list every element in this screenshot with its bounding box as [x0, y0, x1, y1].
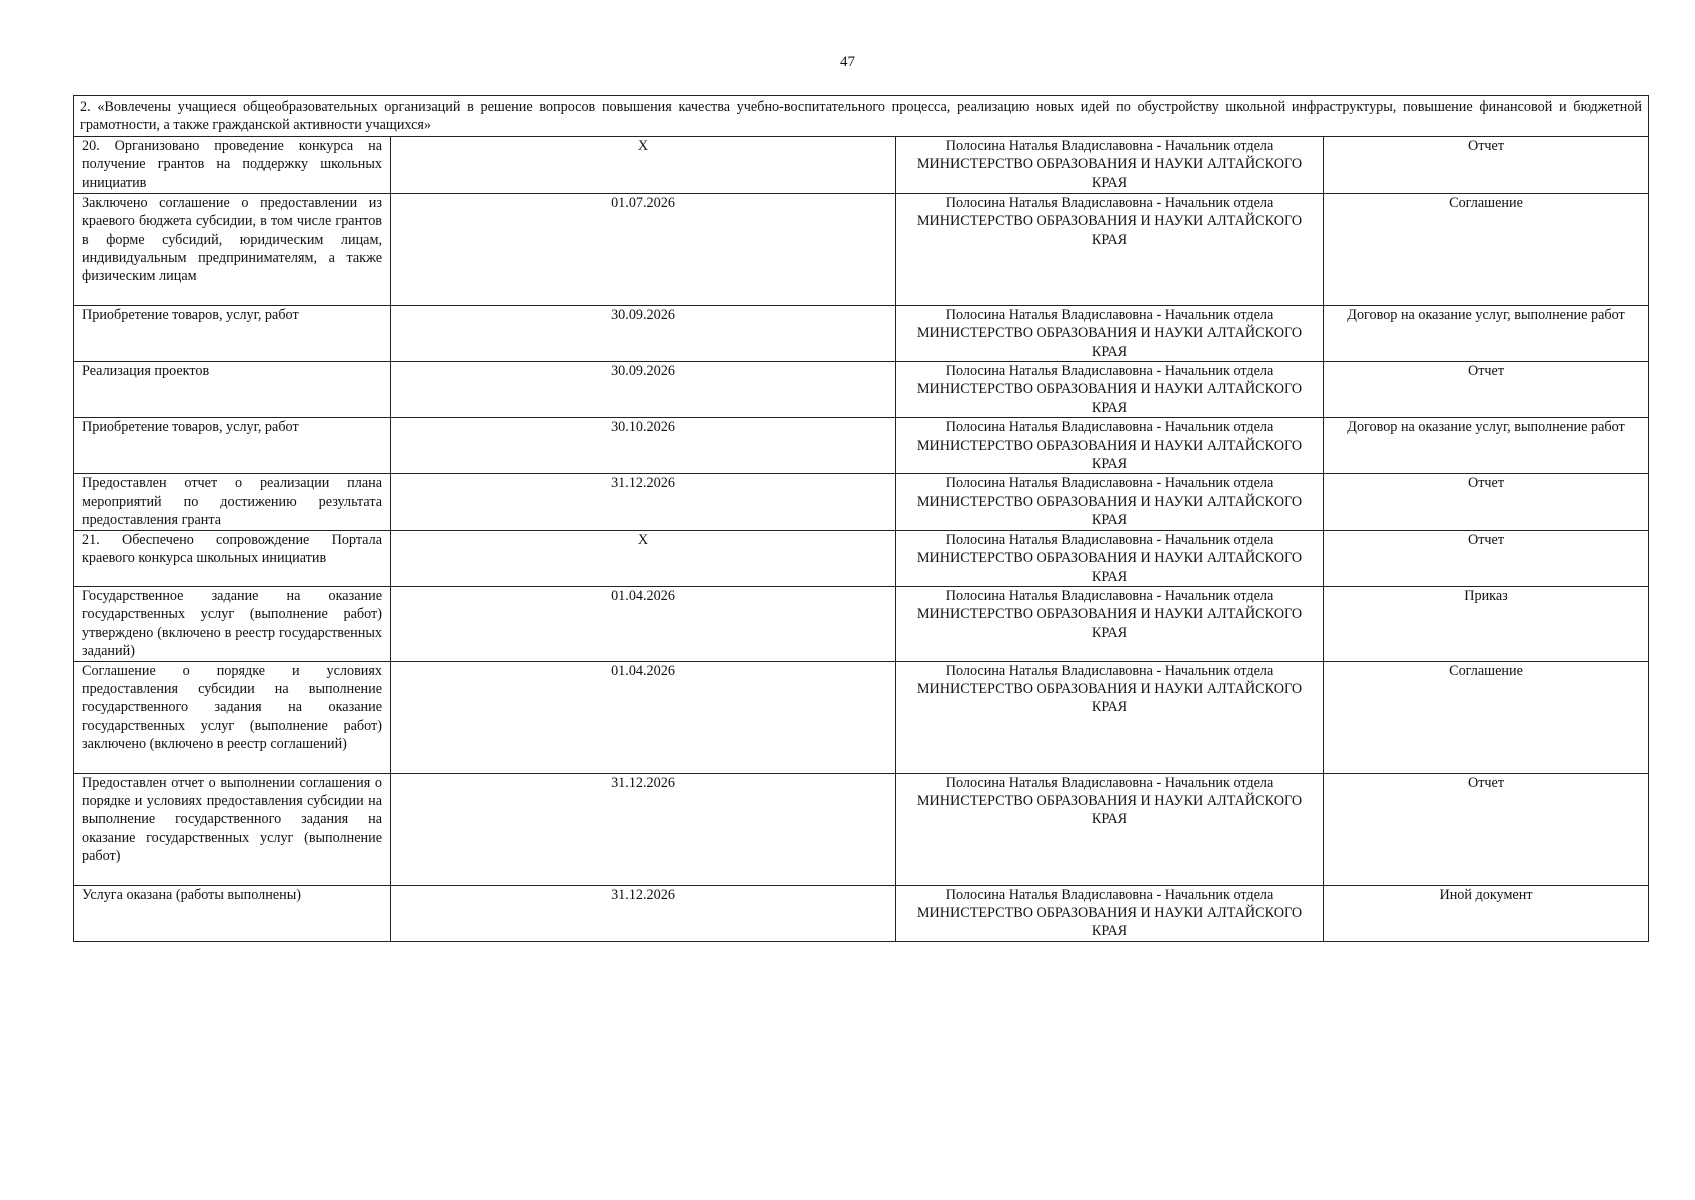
table-row: [74, 586, 1649, 661]
responsible-organization: МИНИСТЕРСТВО ОБРАЗОВАНИЯ И НАУКИ АЛТАЙСКОГО КРАЯ: [916, 381, 1303, 416]
document-type-cell: Договор на оказание услуг, выполнение работ: [1324, 418, 1649, 474]
event-name-cell: Реализация проектов: [74, 362, 391, 418]
responsible-person: Полосина Наталья Владиславовна - Начальник отдела: [945, 774, 1274, 791]
document-type-cell: Отчет: [1324, 362, 1649, 418]
event-name-cell: Заключено соглашение о предоставлении из краевого бюджета субсидии, в том числе грантов в форме субсидий, юридическим лицам, индивидуальным предпринимателям, а также физическим лицам: [74, 193, 391, 305]
date-cell: X: [391, 136, 896, 193]
date-cell: 01.04.2026: [391, 661, 896, 773]
date-cell: X: [391, 530, 896, 586]
table-row: [74, 193, 1649, 305]
table-row: [74, 305, 1649, 361]
responsible-organization: МИНИСТЕРСТВО ОБРАЗОВАНИЯ И НАУКИ АЛТАЙСКОГО КРАЯ: [916, 325, 1303, 360]
document-type-cell: Отчет: [1324, 474, 1649, 530]
responsible-organization: МИНИСТЕРСТВО ОБРАЗОВАНИЯ И НАУКИ АЛТАЙСКОГО КРАЯ: [916, 156, 1303, 191]
responsible-person: Полосина Наталья Владиславовна - Начальник отдела: [945, 587, 1274, 604]
table-row: [74, 136, 1649, 193]
responsible-organization: МИНИСТЕРСТВО ОБРАЗОВАНИЯ И НАУКИ АЛТАЙСКОГО КРАЯ: [916, 680, 1303, 716]
responsible-organization: МИНИСТЕРСТВО ОБРАЗОВАНИЯ И НАУКИ АЛТАЙСКОГО КРАЯ: [916, 606, 1303, 641]
event-name-cell: 20. Организовано проведение конкурса на получение грантов на поддержку школьных инициатив: [74, 136, 391, 193]
document-type-cell: Отчет: [1324, 136, 1649, 193]
section-header-row: [74, 96, 1649, 137]
date-cell: 30.10.2026: [391, 418, 896, 474]
event-name-cell: Приобретение товаров, услуг, работ: [74, 418, 391, 474]
date-cell: 30.09.2026: [391, 362, 896, 418]
event-name-cell: Услуга оказана (работы выполнены): [74, 885, 391, 941]
event-name-cell: Предоставлен отчет о выполнении соглашения о порядке и условиях предоставления субсидии на выполнение государственного задания на оказание государственных услуг (выполнение работ): [74, 773, 391, 885]
plan-table-body: [74, 96, 1649, 942]
event-name-cell: 21. Обеспечено сопровождение Портала краевого конкурса школьных инициатив: [74, 530, 391, 586]
responsible-person: Полосина Наталья Владиславовна - Начальник отдела: [945, 886, 1274, 903]
table-row: [74, 474, 1649, 530]
event-name-cell: Соглашение о порядке и условиях предоставления субсидии на выполнение государственного задания на оказание государственных услуг (выполнение работ) заключено (включено в реестр соглашений): [74, 661, 391, 773]
responsible-organization: МИНИСТЕРСТВО ОБРАЗОВАНИЯ И НАУКИ АЛТАЙСКОГО КРАЯ: [916, 550, 1303, 585]
date-cell: 30.09.2026: [391, 305, 896, 361]
date-cell: 31.12.2026: [391, 773, 896, 885]
responsible-cell: [896, 530, 1324, 586]
responsible-person: Полосина Наталья Владиславовна - Начальник отдела: [945, 475, 1274, 492]
responsible-organization: МИНИСТЕРСТВО ОБРАЗОВАНИЯ И НАУКИ АЛТАЙСКОГО КРАЯ: [916, 792, 1303, 828]
responsible-cell: [896, 362, 1324, 418]
date-cell: 01.04.2026: [391, 586, 896, 661]
responsible-person: Полосина Наталья Владиславовна - Начальник отдела: [945, 306, 1274, 323]
responsible-cell: [896, 136, 1324, 193]
responsible-cell: [896, 193, 1324, 305]
responsible-cell: [896, 586, 1324, 661]
date-cell: 31.12.2026: [391, 885, 896, 941]
responsible-cell: [896, 773, 1324, 885]
section-title: 2. «Вовлечены учащиеся общеобразовательных организаций в решение вопросов повышения качества учебно-воспитательного процесса, реализацию новых идей по обустройству школьной инфраструктуры, повышение финансовой и бюджетной грамотности, а также гражданской активности учащихся»: [74, 96, 1649, 137]
document-type-cell: Отчет: [1324, 773, 1649, 885]
date-cell: 31.12.2026: [391, 474, 896, 530]
responsible-cell: [896, 305, 1324, 361]
responsible-cell: [896, 885, 1324, 941]
responsible-cell: [896, 474, 1324, 530]
document-type-cell: Отчет: [1324, 530, 1649, 586]
page-number: 47: [840, 54, 855, 70]
responsible-cell: [896, 418, 1324, 474]
responsible-organization: МИНИСТЕРСТВО ОБРАЗОВАНИЯ И НАУКИ АЛТАЙСКОГО КРАЯ: [916, 437, 1303, 473]
plan-table: [73, 95, 1649, 942]
event-name-cell: Государственное задание на оказание государственных услуг (выполнение работ) утверждено (включено в реестр государственных заданий): [74, 586, 391, 661]
date-cell: 01.07.2026: [391, 193, 896, 305]
table-row: [74, 661, 1649, 773]
responsible-organization: МИНИСТЕРСТВО ОБРАЗОВАНИЯ И НАУКИ АЛТАЙСКОГО КРАЯ: [916, 493, 1303, 529]
event-name-cell: Приобретение товаров, услуг, работ: [74, 305, 391, 361]
responsible-cell: [896, 661, 1324, 773]
event-name-cell: Предоставлен отчет о реализации плана мероприятий по достижению результата предоставления гранта: [74, 474, 391, 530]
responsible-person: Полосина Наталья Владиславовна - Начальник отдела: [945, 194, 1274, 211]
document-type-cell: Приказ: [1324, 586, 1649, 661]
table-row: [74, 362, 1649, 418]
responsible-organization: МИНИСТЕРСТВО ОБРАЗОВАНИЯ И НАУКИ АЛТАЙСКОГО КРАЯ: [916, 213, 1303, 248]
document-type-cell: Договор на оказание услуг, выполнение работ: [1324, 305, 1649, 361]
table-row: [74, 773, 1649, 885]
responsible-person: Полосина Наталья Владиславовна - Начальник отдела: [945, 419, 1274, 436]
responsible-person: Полосина Наталья Владиславовна - Начальник отдела: [945, 137, 1274, 154]
responsible-person: Полосина Наталья Владиславовна - Начальник отдела: [945, 662, 1274, 679]
responsible-organization: МИНИСТЕРСТВО ОБРАЗОВАНИЯ И НАУКИ АЛТАЙСКОГО КРАЯ: [916, 904, 1303, 940]
table-row: [74, 418, 1649, 474]
table-row: [74, 530, 1649, 586]
responsible-person: Полосина Наталья Владиславовна - Начальник отдела: [945, 363, 1274, 380]
responsible-person: Полосина Наталья Владиславовна - Начальник отдела: [945, 531, 1274, 548]
document-type-cell: Соглашение: [1324, 193, 1649, 305]
table-row: [74, 885, 1649, 941]
document-type-cell: Соглашение: [1324, 661, 1649, 773]
document-type-cell: Иной документ: [1324, 885, 1649, 941]
